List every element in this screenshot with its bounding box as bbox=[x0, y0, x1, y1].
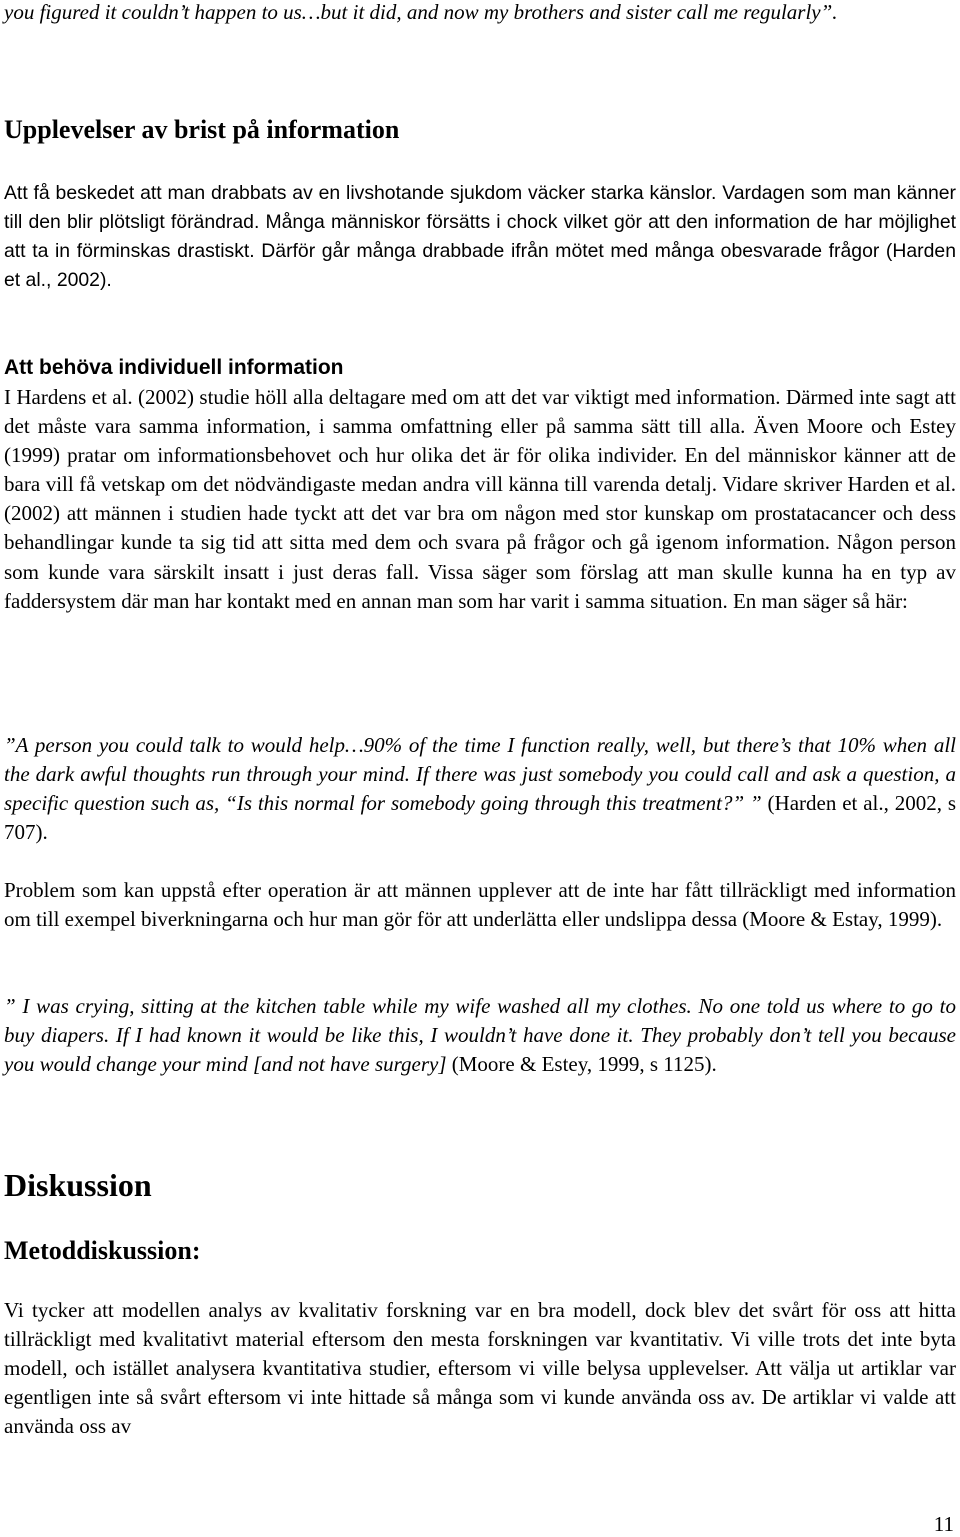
quote-moore-estey-citation: (Moore & Estey, 1999, s 1125). bbox=[451, 1052, 717, 1077]
heading-individuell-information: Att behöva individuell information bbox=[4, 356, 344, 379]
paragraph-problem-efter-operation: Problem som kan uppstå efter operation är att männen upplever att de inte har fått tillräckligt med information om till exempel biverkningarna och hur man gör för att underlätta eller undslippa dessa (Moore & Estay, 1999). bbox=[4, 878, 956, 932]
quote-moore-estey-text: ” I was crying, sitting at the kitchen table while my wife washed all my clothes. No one told us where to go to buy diapers. If I had known it would be like this, I wouldn’t have done it. They probably don’t tell you because you would change your mind [and not have surgery] bbox=[4, 994, 956, 1077]
page-number: 11 bbox=[933, 1512, 954, 1536]
paragraph-individuell-information: I Hardens et al. (2002) studie höll alla deltagare med om att det var viktigt med information. Därmed inte sagt att det måste vara samma information, i samma omfattning eller på samma sätt till alla. Även Moore och Estey (1999) pratar om informationsbehovet och hur olika det är för olika individer. En del människor känner att de bara vill få vetskap om det nödvändigaste medan andra vill känna till varenda detalj. Vidare skriver Harden et al. (2002) att männen i studien hade tyckt att det var bra om någon med stor kunskap om prostatacancer och dess behandlingar kunde ta sig tid att sitta med dem och svara på frågor och gå igenom information. Någon person som kunde vara särskilt insatt i just deras fall. Vissa säger som förslag att man skulle kunna ha en typ av faddersystem där man har kontakt med en annan man som har varit i samma situation. En man säger så här: bbox=[4, 385, 956, 613]
heading-metoddiskussion: Metoddiskussion: bbox=[4, 1236, 201, 1265]
quote-harden-citation: (Harden et al., 2002, s 707). bbox=[4, 791, 957, 845]
heading-diskussion: Diskussion bbox=[4, 1167, 152, 1203]
quote-moore-estey bbox=[4, 992, 956, 1079]
paragraph-brist-pa-information: Att få beskedet att man drabbats av en livshotande sjukdom väcker starka känslor. Vardagen som man känner till den blir plötsligt förändrad. Många människor försätts i chock vilket gör att den information de har möjlighet att ta in förminskas drastiskt. Därför går många drabbade ifrån mötet med många obesvarade frågor (Harden et al., 2002). bbox=[4, 182, 956, 292]
quote-harden-text: ”A person you could talk to would help…90% of the time I function really, well, but there’s that 10% when all the dark awful thoughts run through your mind. If there was just somebody you could call and ask a question, a specific question such as, “Is this normal for somebody going through this treatment?” ” bbox=[4, 733, 956, 816]
quote-continuation: you figured it couldn’t happen to us…but it did, and now my brothers and sister call me regularly”. bbox=[4, 0, 838, 24]
heading-brist-pa-information: Upplevelser av brist på information bbox=[4, 115, 400, 144]
quote-harden bbox=[4, 731, 956, 847]
paragraph-metoddiskussion: Vi tycker att modellen analys av kvalitativ forskning var en bra modell, dock blev det svårt för oss att hitta tillräckligt med kvalitativt material eftersom den mesta forskningen var kvantitativ. Vi ville trots det inte byta modell, och istället analysera kvantitativa studier, eftersom vi ville belysa upplevelser. Att välja ut artiklar var egentligen inte så svårt eftersom vi inte hittade så många som vi kunde använda oss av. De artiklar vi valde att använda oss av bbox=[4, 1298, 956, 1439]
